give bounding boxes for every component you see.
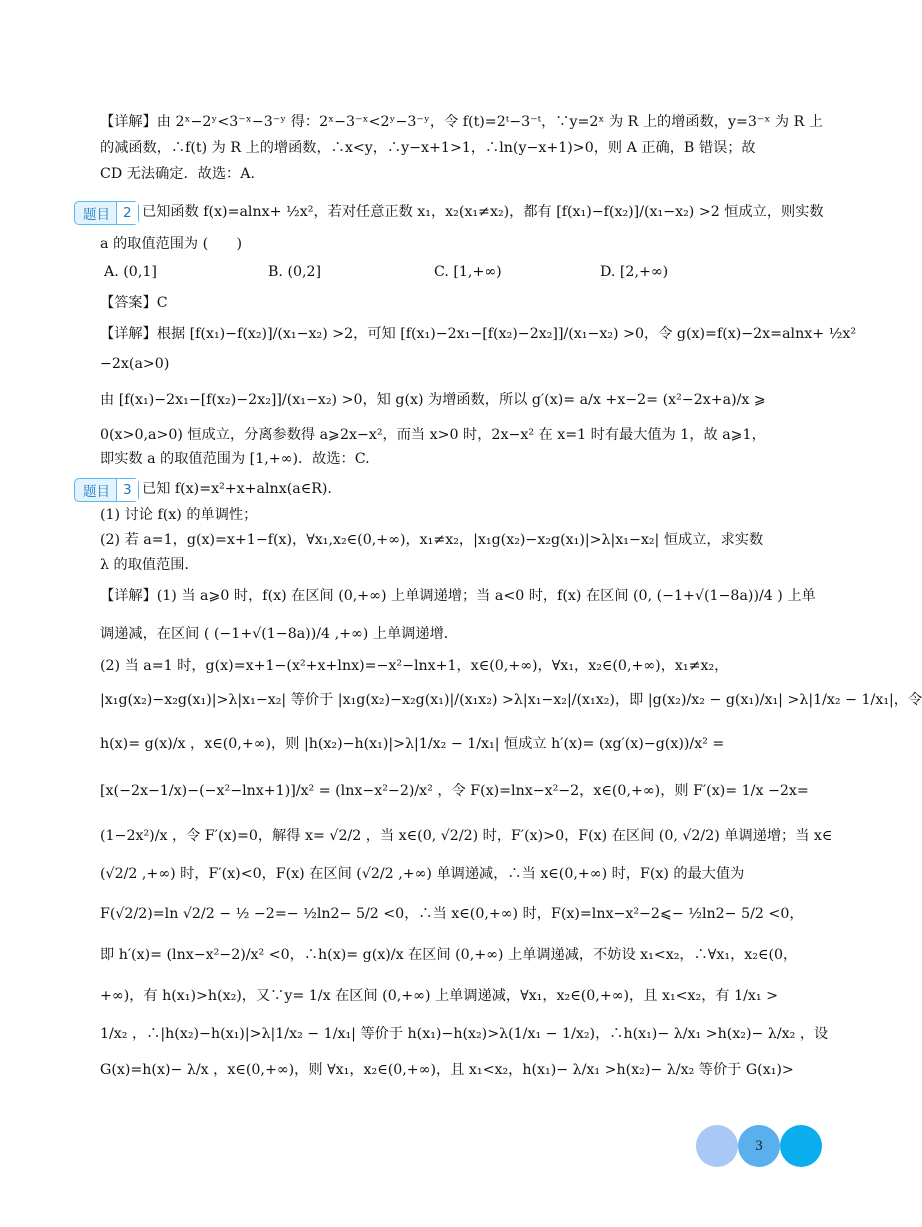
options-row: [100, 264, 800, 284]
text-line: CD 无法确定．故选：A.: [100, 166, 255, 182]
text-line: 【详解】(1) 当 a⩾0 时，f(x) 在区间 (0,+∞) 上单调递增；当 a<0 时，f(x) 在区间 (0, (−1+√(1−8a))/4 ) 上单: [100, 588, 816, 604]
page-number: 3: [755, 1138, 763, 1154]
text-line: 0(x>0,a>0) 恒成立，分离参数得 a⩾2x−x²，而当 x>0 时，2x−x² 在 x=1 时有最大值为 1，故 a⩾1，: [100, 427, 766, 443]
text-line: (√2/2 ,+∞) 时，F′(x)<0，F(x) 在区间 (√2/2 ,+∞) 单调递减，∴当 x∈(0,+∞) 时，F(x) 的最大值为: [100, 866, 745, 882]
text-line: 的减函数，∴f(t) 为 R 上的增函数，∴x<y，∴y−x+1>1，∴ln(y−x+1)>0，则 A 正确，B 错误；故: [100, 140, 756, 156]
option-b: B. (0,2]: [268, 264, 322, 280]
text-line: λ 的取值范围．: [100, 557, 199, 573]
decor-circle: [696, 1125, 738, 1167]
text-line: (2) 当 a=1 时，g(x)=x+1−(x²+x+lnx)=−x²−lnx+1，x∈(0,+∞)，∀x₁，x₂∈(0,+∞)，x₁≠x₂，: [100, 658, 729, 674]
badge-number: 3: [116, 479, 138, 501]
text-line: |x₁g(x₂)−x₂g(x₁)|>λ|x₁−x₂| 等价于 |x₁g(x₂)−x₂g(x₁)|/(x₁x₂) >λ|x₁−x₂|/(x₁x₂)，即 |g(x₂)/x₂ − g(x₁)/x₁| >λ|1/x₂ − 1/x₁|，令: [100, 692, 922, 708]
text-line: 即 h′(x)= (lnx−x²−2)/x² <0，∴h(x)= g(x)/x 在区间 (0,+∞) 上单调递减，不妨设 x₁<x₂，∴∀x₁，x₂∈(0，: [100, 947, 798, 963]
text-line: G(x)=h(x)− λ/x ，x∈(0,+∞)，则 ∀x₁，x₂∈(0,+∞)，且 x₁<x₂，h(x₁)− λ/x₁ >h(x₂)− λ/x₂ 等价于 G(x₁)>: [100, 1062, 794, 1078]
text-line: [x(−2x−1/x)−(−x²−lnx+1)]/x² = (lnx−x²−2)/x² ，令 F(x)=lnx−x²−2，x∈(0,+∞)，则 F′(x)= 1/x −2x=: [100, 783, 809, 799]
question-badge: [74, 201, 139, 225]
text-line: 1/x₂ ，∴|h(x₂)−h(x₁)|>λ|1/x₂ − 1/x₁| 等价于 h(x₁)−h(x₂)>λ(1/x₁ − 1/x₂)，∴h(x₁)− λ/x₁ >h(x₂)− λ/x₂ ，设: [100, 1026, 829, 1042]
option-d: D. [2,+∞): [600, 264, 669, 280]
badge-label: 题目: [83, 207, 110, 223]
option-a: A. (0,1]: [104, 264, 157, 280]
text-line: 【详解】根据 [f(x₁)−f(x₂)]/(x₁−x₂) >2，可知 [f(x₁)−2x₁−[f(x₂)−2x₂]]/(x₁−x₂) >0，令 g(x)=f(x)−2x=alnx+ ½x²: [100, 326, 857, 342]
text-line: h(x)= g(x)/x ，x∈(0,+∞)，则 |h(x₂)−h(x₁)|>λ|1/x₂ − 1/x₁| 恒成立 h′(x)= (xg′(x)−g(x))/x² =: [100, 736, 725, 752]
text-line: (2) 若 a=1，g(x)=x+1−f(x)，∀x₁,x₂∈(0,+∞)，x₁≠x₂，|x₁g(x₂)−x₂g(x₁)|>λ|x₁−x₂| 恒成立，求实数: [100, 532, 764, 548]
text-line: (1) 讨论 f(x) 的单调性；: [100, 507, 258, 523]
text-line: 调递减，在区间 ( (−1+√(1−8a))/4 ,+∞) 上单调递增．: [100, 626, 458, 642]
badge-label: 题目: [83, 484, 110, 500]
question-badge: [74, 478, 139, 502]
text-line: 即实数 a 的取值范围为 [1,+∞)．故选：C.: [100, 451, 370, 467]
decor-circle: [780, 1125, 822, 1167]
text-line: −2x(a>0): [100, 356, 170, 372]
text-line: F(√2/2)=ln √2/2 − ½ −2=− ½ln2− 5/2 <0，∴当 x∈(0,+∞) 时，F(x)=lnx−x²−2⩽− ½ln2− 5/2 <0，: [100, 906, 804, 922]
question-text: a 的取值范围为 ( ): [100, 236, 243, 252]
answer-line: 【答案】C: [100, 295, 168, 311]
question-text: 已知 f(x)=x²+x+alnx(a∈R).: [142, 481, 332, 497]
text-line: 由 [f(x₁)−2x₁−[f(x₂)−2x₂]]/(x₁−x₂) >0，知 g(x) 为增函数，所以 g′(x)= a/x +x−2= (x²−2x+a)/x ⩾: [100, 392, 766, 408]
question-text: 已知函数 f(x)=alnx+ ½x²，若对任意正数 x₁，x₂(x₁≠x₂)，都有 [f(x₁)−f(x₂)]/(x₁−x₂) >2 恒成立，则实数: [142, 204, 824, 220]
badge-number: 2: [116, 202, 138, 224]
text-line: (1−2x²)/x ，令 F′(x)=0，解得 x= √2/2 ，当 x∈(0, √2/2) 时，F′(x)>0，F(x) 在区间 (0, √2/2) 单调递增；当 x∈: [100, 828, 833, 844]
page-number-decoration: [694, 1125, 824, 1167]
option-c: C. [1,+∞): [434, 264, 502, 280]
text-line: 【详解】由 2ˣ−2ʸ<3⁻ˣ−3⁻ʸ 得：2ˣ−3⁻ˣ<2ʸ−3⁻ʸ，令 f(t)=2ᵗ−3⁻ᵗ，∵y=2ˣ 为 R 上的增函数，y=3⁻ˣ 为 R 上: [100, 114, 823, 130]
text-line: +∞)，有 h(x₁)>h(x₂)，又∵y= 1/x 在区间 (0,+∞) 上单调递减，∀x₁，x₂∈(0,+∞)，且 x₁<x₂，有 1/x₁ >: [100, 988, 778, 1004]
